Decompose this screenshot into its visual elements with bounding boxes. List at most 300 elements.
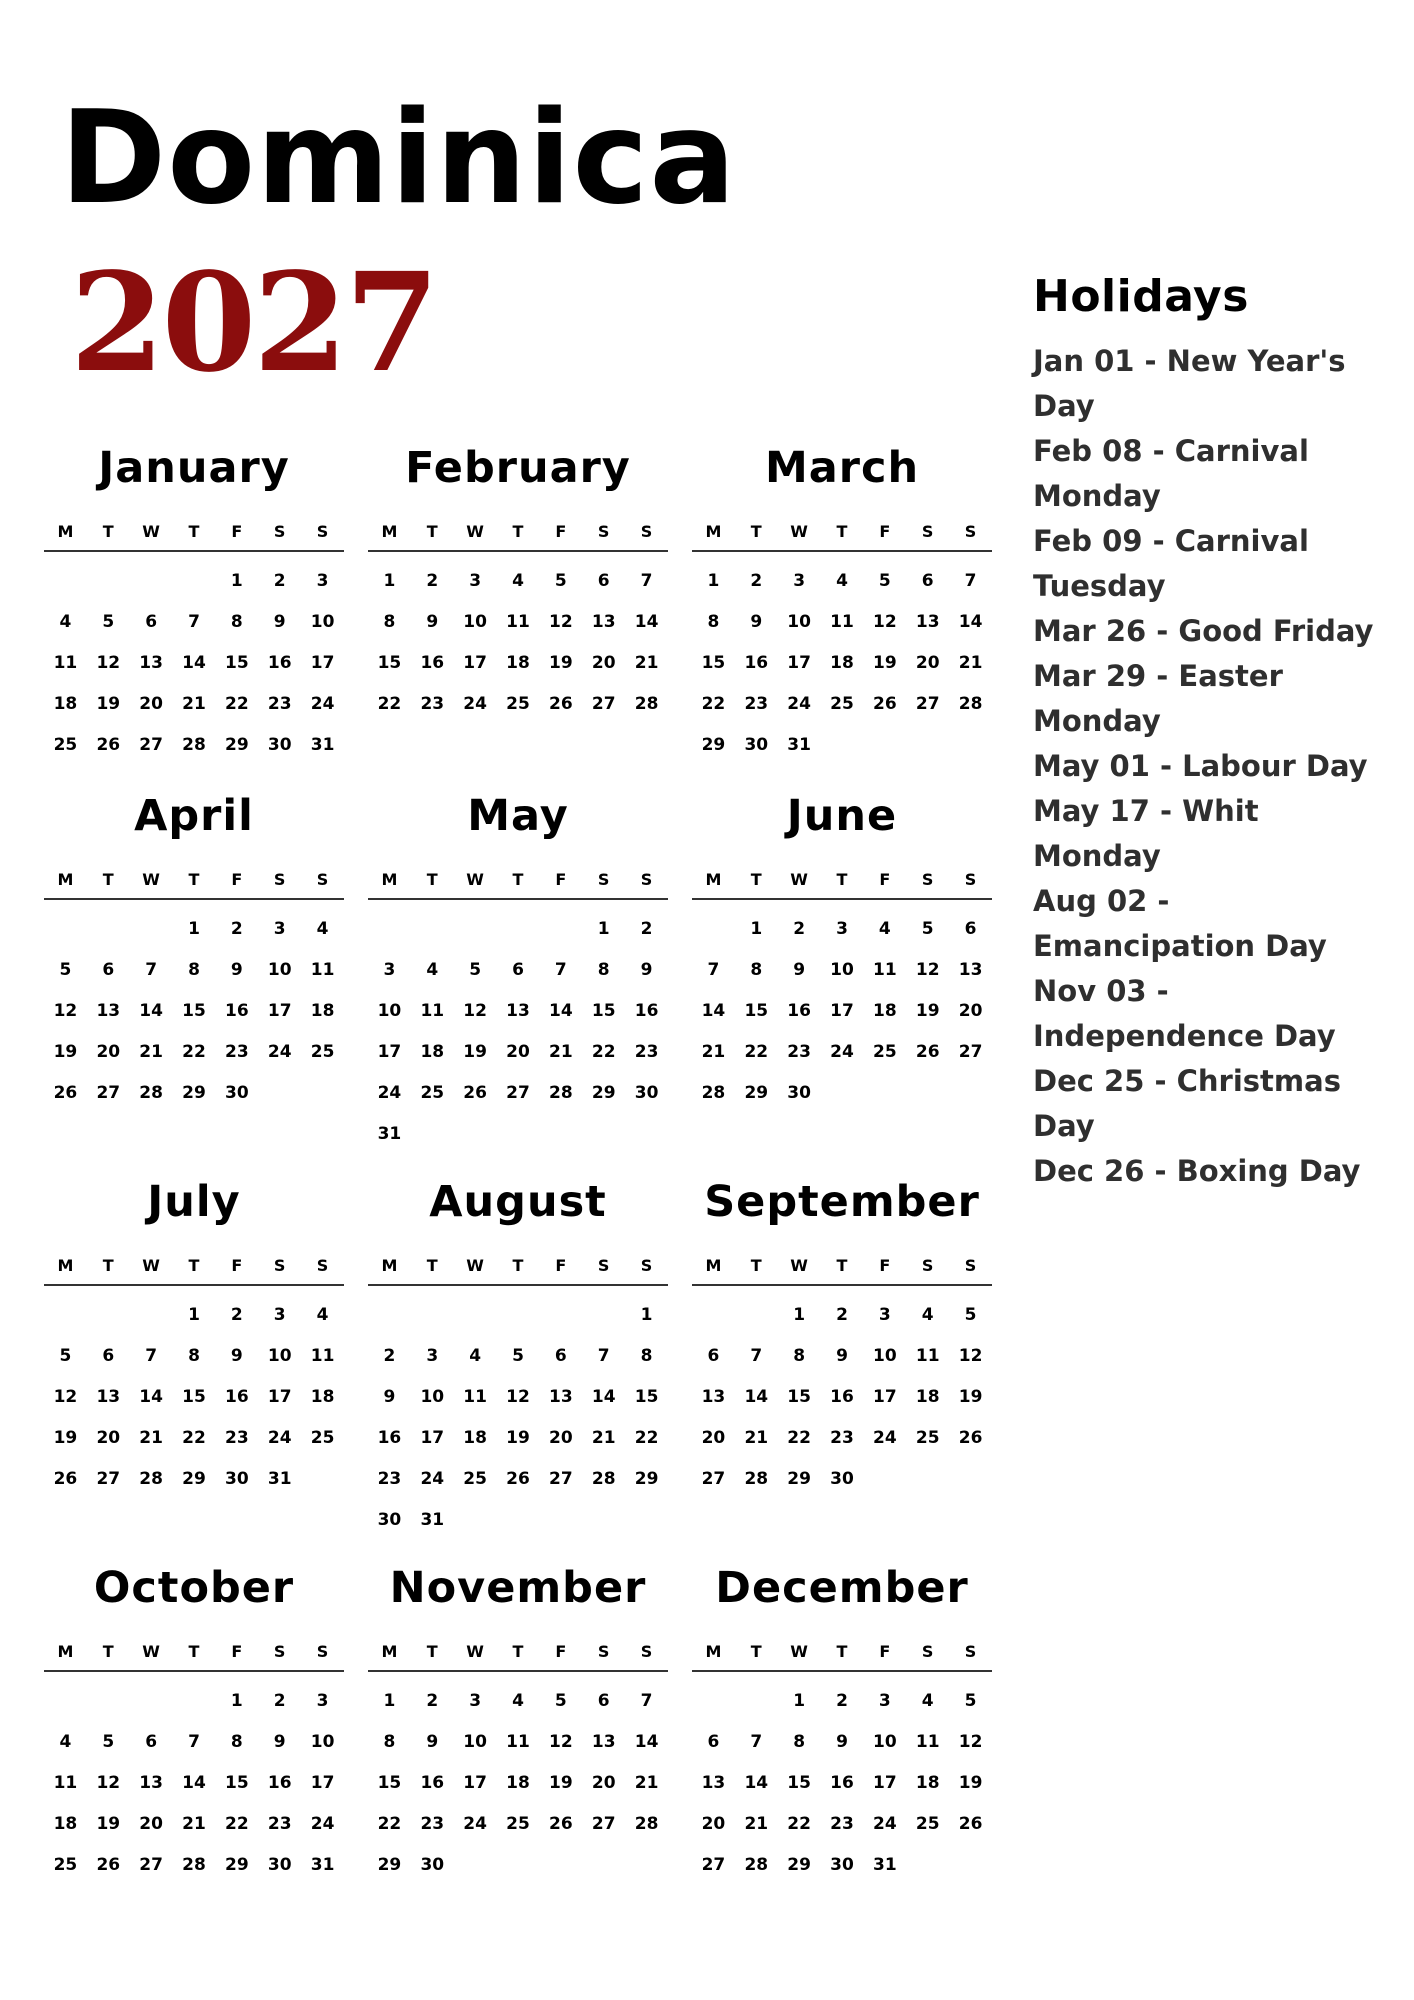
weekday-label: F — [879, 522, 891, 541]
days-grid — [368, 1286, 668, 1540]
day-cell: 12 — [958, 1731, 983, 1752]
day-cell: 2 — [836, 1304, 848, 1325]
weekday-label: W — [142, 1256, 160, 1275]
day-cell: 19 — [549, 652, 573, 673]
empty-day-cell — [497, 908, 540, 949]
day-cell: 28 — [182, 734, 206, 755]
weekday-header — [368, 520, 668, 552]
month-calendar — [692, 1172, 992, 1499]
day-cell: 23 — [634, 1041, 659, 1062]
day-cell: 24 — [463, 1813, 487, 1834]
day-cell: 29 — [744, 1082, 769, 1103]
weekday-label: S — [964, 1642, 977, 1661]
day-cell: 4 — [836, 570, 848, 591]
day-cell: 5 — [469, 959, 482, 980]
day-cell: 16 — [267, 1772, 292, 1793]
day-cell: 19 — [96, 1813, 121, 1834]
empty-day-cell — [87, 560, 130, 601]
day-cell: 6 — [597, 570, 610, 591]
weekday-label: T — [512, 1642, 524, 1661]
day-cell: 3 — [383, 959, 396, 980]
weekday-label: S — [316, 870, 329, 889]
day-cell: 30 — [787, 1082, 811, 1103]
holiday-item: Jan 01 - New Year's Day — [1033, 344, 1346, 423]
day-cell: 7 — [964, 570, 977, 591]
day-cell: 21 — [634, 1772, 659, 1793]
weekday-label: T — [750, 1642, 762, 1661]
days-grid — [44, 1286, 344, 1499]
day-cell: 15 — [787, 1772, 811, 1793]
day-cell: 6 — [145, 611, 158, 632]
day-cell: 21 — [744, 1427, 769, 1448]
day-cell: 3 — [878, 1304, 891, 1325]
day-cell: 28 — [958, 693, 983, 714]
day-cell: 13 — [139, 1772, 163, 1793]
weekday-label: T — [188, 522, 200, 541]
day-cell: 15 — [377, 1772, 402, 1793]
day-cell: 29 — [182, 1468, 206, 1489]
day-cell: 18 — [506, 652, 530, 673]
day-cell: 27 — [701, 1468, 726, 1489]
day-cell: 15 — [591, 1000, 616, 1021]
weekday-label: M — [57, 1642, 74, 1661]
day-cell: 28 — [139, 1468, 163, 1489]
days-grid — [44, 1672, 344, 1885]
day-cell: 27 — [701, 1854, 726, 1875]
day-cell: 2 — [426, 1690, 439, 1711]
day-cell: 11 — [873, 959, 897, 980]
day-cell: 24 — [873, 1427, 897, 1448]
day-cell: 29 — [634, 1468, 659, 1489]
month-name: September — [704, 1177, 980, 1227]
days-grid — [692, 1672, 992, 1885]
holiday-item: Dec 26 - Boxing Day — [1033, 1154, 1361, 1188]
empty-day-cell — [692, 1294, 735, 1335]
day-cell: 4 — [512, 1690, 524, 1711]
day-cell: 21 — [139, 1041, 163, 1062]
day-cell: 27 — [139, 734, 163, 755]
day-cell: 25 — [915, 1813, 940, 1834]
day-cell: 2 — [273, 570, 286, 591]
day-cell: 9 — [273, 611, 286, 632]
day-cell: 19 — [96, 693, 121, 714]
day-cell: 11 — [310, 1345, 335, 1366]
day-cell: 18 — [915, 1386, 940, 1407]
day-cell: 10 — [463, 1731, 487, 1752]
day-cell: 24 — [310, 1813, 335, 1834]
day-cell: 23 — [787, 1041, 811, 1062]
day-cell: 25 — [310, 1427, 335, 1448]
day-cell: 4 — [59, 1731, 72, 1752]
empty-day-cell — [735, 1680, 778, 1721]
day-cell: 7 — [597, 1345, 610, 1366]
day-cell: 31 — [787, 734, 811, 755]
day-cell: 16 — [267, 652, 292, 673]
day-cell: 11 — [463, 1386, 487, 1407]
weekday-label: S — [921, 1256, 934, 1275]
day-cell: 6 — [964, 918, 977, 939]
day-cell: 13 — [549, 1386, 573, 1407]
day-cell: 13 — [96, 1386, 121, 1407]
day-cell: 7 — [640, 570, 653, 591]
day-cell: 14 — [634, 1731, 659, 1752]
day-cell: 7 — [640, 1690, 653, 1711]
day-cell: 4 — [512, 570, 524, 591]
weekday-label: W — [466, 1256, 484, 1275]
weekday-label: S — [273, 1256, 286, 1275]
month-calendar — [692, 1558, 992, 1885]
day-cell: 6 — [921, 570, 934, 591]
day-cell: 11 — [830, 611, 854, 632]
day-cell: 30 — [225, 1082, 249, 1103]
weekday-label: W — [790, 522, 808, 541]
weekday-label: T — [836, 1256, 848, 1275]
holidays-panel — [1033, 271, 1393, 1194]
day-cell: 7 — [707, 959, 720, 980]
day-cell: 27 — [549, 1468, 573, 1489]
day-cell: 24 — [787, 693, 811, 714]
day-cell: 5 — [921, 918, 934, 939]
days-grid — [44, 900, 344, 1113]
day-cell: 9 — [750, 611, 763, 632]
day-cell: 9 — [836, 1731, 848, 1752]
day-cell: 22 — [377, 1813, 402, 1834]
weekday-label: T — [836, 1642, 848, 1661]
day-cell: 24 — [377, 1082, 402, 1103]
day-cell: 30 — [744, 734, 769, 755]
empty-day-cell — [692, 1680, 735, 1721]
day-cell: 13 — [958, 959, 983, 980]
day-cell: 4 — [469, 1345, 482, 1366]
day-cell: 12 — [915, 959, 940, 980]
day-cell: 17 — [463, 1772, 487, 1793]
day-cell: 12 — [96, 652, 121, 673]
day-cell: 6 — [597, 1690, 610, 1711]
month-name: July — [147, 1177, 241, 1227]
day-cell: 27 — [958, 1041, 983, 1062]
weekday-label: M — [57, 522, 74, 541]
day-cell: 19 — [958, 1772, 983, 1793]
month-calendar — [44, 1172, 344, 1499]
day-cell: 2 — [426, 570, 439, 591]
day-cell: 29 — [377, 1854, 402, 1875]
day-cell: 31 — [310, 734, 335, 755]
day-cell: 16 — [634, 1000, 659, 1021]
day-cell: 25 — [915, 1427, 940, 1448]
day-cell: 31 — [420, 1509, 445, 1530]
day-cell: 31 — [310, 1854, 335, 1875]
day-cell: 26 — [873, 693, 897, 714]
day-cell: 28 — [182, 1854, 206, 1875]
day-cell: 5 — [964, 1690, 977, 1711]
day-cell: 3 — [273, 918, 286, 939]
month-calendar — [368, 1558, 668, 1885]
day-cell: 12 — [549, 1731, 573, 1752]
day-cell: 5 — [554, 570, 567, 591]
day-cell: 14 — [634, 611, 659, 632]
day-cell: 7 — [750, 1731, 763, 1752]
day-cell: 8 — [383, 611, 396, 632]
weekday-label: M — [705, 522, 722, 541]
day-cell: 27 — [591, 1813, 616, 1834]
day-cell: 1 — [188, 1304, 200, 1325]
day-cell: 11 — [506, 1731, 530, 1752]
day-cell: 23 — [225, 1427, 249, 1448]
day-cell: 15 — [225, 1772, 249, 1793]
holiday-item: Aug 02 - Emancipation Day — [1033, 884, 1327, 963]
day-cell: 22 — [182, 1427, 206, 1448]
day-cell: 1 — [707, 570, 720, 591]
empty-day-cell — [497, 1294, 540, 1335]
day-cell: 29 — [701, 734, 726, 755]
day-cell: 21 — [139, 1427, 163, 1448]
weekday-label: M — [705, 870, 722, 889]
day-cell: 20 — [139, 1813, 163, 1834]
day-cell: 27 — [96, 1468, 121, 1489]
month-calendar — [368, 1172, 668, 1540]
weekday-header — [44, 1640, 344, 1672]
weekday-label: S — [273, 1642, 286, 1661]
day-cell: 6 — [102, 1345, 115, 1366]
day-cell: 15 — [634, 1386, 659, 1407]
day-cell: 3 — [878, 1690, 891, 1711]
empty-day-cell — [692, 908, 735, 949]
empty-day-cell — [87, 908, 130, 949]
day-cell: 2 — [273, 1690, 286, 1711]
day-cell: 19 — [463, 1041, 487, 1062]
day-cell: 12 — [873, 611, 897, 632]
day-cell: 3 — [793, 570, 806, 591]
day-cell: 9 — [383, 1386, 396, 1407]
day-cell: 28 — [139, 1082, 163, 1103]
empty-day-cell — [539, 908, 582, 949]
day-cell: 20 — [506, 1041, 530, 1062]
weekday-label: T — [512, 1256, 524, 1275]
empty-day-cell — [87, 1294, 130, 1335]
day-cell: 9 — [230, 1345, 243, 1366]
empty-day-cell — [130, 1294, 173, 1335]
day-cell: 24 — [310, 693, 335, 714]
day-cell: 10 — [787, 611, 811, 632]
weekday-label: S — [316, 1642, 329, 1661]
day-cell: 22 — [377, 693, 402, 714]
holidays-title: Holidays — [1033, 271, 1249, 322]
day-cell: 26 — [506, 1468, 530, 1489]
day-cell: 28 — [591, 1468, 616, 1489]
day-cell: 10 — [377, 1000, 402, 1021]
weekday-header — [368, 868, 668, 900]
day-cell: 21 — [744, 1813, 769, 1834]
day-cell: 4 — [316, 1304, 329, 1325]
day-cell: 3 — [469, 570, 482, 591]
day-cell: 18 — [420, 1041, 445, 1062]
day-cell: 22 — [225, 693, 249, 714]
weekday-label: S — [640, 870, 653, 889]
weekday-label: T — [836, 522, 848, 541]
day-cell: 17 — [873, 1386, 897, 1407]
day-cell: 29 — [225, 734, 249, 755]
day-cell: 26 — [53, 1468, 78, 1489]
weekday-header — [44, 520, 344, 552]
day-cell: 15 — [701, 652, 726, 673]
day-cell: 3 — [273, 1304, 286, 1325]
day-cell: 15 — [225, 652, 249, 673]
weekday-label: T — [836, 870, 848, 889]
day-cell: 25 — [53, 1854, 78, 1875]
day-cell: 1 — [793, 1690, 806, 1711]
day-cell: 2 — [836, 1690, 848, 1711]
day-cell: 17 — [463, 652, 487, 673]
weekday-label: F — [879, 870, 891, 889]
day-cell: 4 — [878, 918, 891, 939]
weekday-label: T — [512, 870, 524, 889]
day-cell: 14 — [139, 1000, 163, 1021]
weekday-label: T — [750, 870, 762, 889]
day-cell: 1 — [640, 1304, 653, 1325]
day-cell: 20 — [701, 1427, 726, 1448]
weekday-label: T — [426, 870, 438, 889]
day-cell: 14 — [182, 652, 206, 673]
day-cell: 20 — [701, 1813, 726, 1834]
day-cell: 11 — [310, 959, 335, 980]
weekday-label: F — [555, 1642, 567, 1661]
day-cell: 14 — [744, 1772, 769, 1793]
day-cell: 19 — [53, 1041, 78, 1062]
day-cell: 27 — [506, 1082, 530, 1103]
day-cell: 14 — [958, 611, 983, 632]
day-cell: 17 — [310, 1772, 335, 1793]
day-cell: 19 — [958, 1386, 983, 1407]
day-cell: 28 — [634, 1813, 659, 1834]
day-cell: 5 — [554, 1690, 567, 1711]
day-cell: 17 — [830, 1000, 854, 1021]
weekday-label: W — [466, 870, 484, 889]
weekday-label: S — [273, 522, 286, 541]
day-cell: 20 — [549, 1427, 573, 1448]
day-cell: 30 — [267, 734, 292, 755]
day-cell: 13 — [96, 1000, 121, 1021]
day-cell: 18 — [53, 1813, 78, 1834]
day-cell: 7 — [188, 1731, 200, 1752]
day-cell: 23 — [830, 1813, 854, 1834]
weekday-label: T — [426, 1642, 438, 1661]
day-cell: 11 — [506, 611, 530, 632]
day-cell: 6 — [145, 1731, 158, 1752]
day-cell: 14 — [139, 1386, 163, 1407]
day-cell: 24 — [463, 693, 487, 714]
weekday-label: T — [426, 522, 438, 541]
weekday-label: W — [466, 522, 484, 541]
empty-day-cell — [411, 1294, 454, 1335]
day-cell: 7 — [554, 959, 567, 980]
day-cell: 24 — [267, 1427, 292, 1448]
empty-day-cell — [130, 1680, 173, 1721]
weekday-label: T — [188, 1256, 200, 1275]
weekday-label: T — [102, 522, 114, 541]
weekday-label: S — [597, 522, 610, 541]
day-cell: 7 — [188, 611, 200, 632]
day-cell: 29 — [787, 1854, 811, 1875]
weekday-label: T — [188, 870, 200, 889]
day-cell: 8 — [188, 959, 200, 980]
day-cell: 30 — [267, 1854, 292, 1875]
weekday-label: F — [555, 870, 567, 889]
day-cell: 30 — [830, 1854, 854, 1875]
day-cell: 9 — [230, 959, 243, 980]
day-cell: 8 — [793, 1731, 806, 1752]
day-cell: 12 — [549, 611, 573, 632]
day-cell: 8 — [750, 959, 763, 980]
day-cell: 15 — [182, 1386, 206, 1407]
day-cell: 8 — [230, 611, 243, 632]
day-cell: 26 — [958, 1813, 983, 1834]
day-cell: 16 — [744, 652, 769, 673]
day-cell: 25 — [830, 693, 854, 714]
weekday-label: S — [316, 522, 329, 541]
day-cell: 17 — [873, 1772, 897, 1793]
weekday-label: T — [102, 1642, 114, 1661]
weekday-label: W — [790, 870, 808, 889]
day-cell: 8 — [383, 1731, 396, 1752]
day-cell: 8 — [597, 959, 610, 980]
day-cell: 19 — [873, 652, 897, 673]
day-cell: 24 — [267, 1041, 292, 1062]
month-name: May — [467, 791, 569, 841]
empty-day-cell — [454, 908, 497, 949]
day-cell: 17 — [787, 652, 811, 673]
day-cell: 22 — [225, 1813, 249, 1834]
weekday-label: S — [964, 522, 977, 541]
day-cell: 31 — [873, 1854, 897, 1875]
day-cell: 23 — [225, 1041, 249, 1062]
weekday-label: M — [705, 1256, 722, 1275]
day-cell: 18 — [830, 652, 854, 673]
weekday-label: M — [381, 1642, 398, 1661]
weekday-label: M — [381, 1256, 398, 1275]
day-cell: 1 — [230, 1690, 243, 1711]
day-cell: 16 — [420, 652, 445, 673]
empty-day-cell — [411, 908, 454, 949]
day-cell: 17 — [420, 1427, 445, 1448]
weekday-header — [368, 1254, 668, 1286]
weekday-label: S — [640, 1642, 653, 1661]
day-cell: 20 — [591, 652, 616, 673]
day-cell: 26 — [549, 693, 573, 714]
day-cell: 20 — [139, 693, 163, 714]
day-cell: 30 — [377, 1509, 402, 1530]
day-cell: 8 — [793, 1345, 806, 1366]
weekday-label: S — [597, 1642, 610, 1661]
day-cell: 2 — [230, 918, 243, 939]
day-cell: 5 — [964, 1304, 977, 1325]
day-cell: 23 — [420, 693, 445, 714]
month-name: February — [405, 443, 631, 493]
day-cell: 6 — [707, 1731, 720, 1752]
weekday-label: F — [555, 522, 567, 541]
day-cell: 14 — [182, 1772, 206, 1793]
weekday-label: W — [466, 1642, 484, 1661]
weekday-label: M — [57, 870, 74, 889]
month-name: April — [134, 791, 254, 841]
month-name: June — [786, 791, 898, 841]
weekday-label: F — [231, 1256, 243, 1275]
day-cell: 28 — [744, 1854, 769, 1875]
holiday-list — [1033, 339, 1393, 1194]
day-cell: 22 — [182, 1041, 206, 1062]
days-grid — [368, 1672, 668, 1885]
holiday-item: May 17 - Whit Monday — [1033, 794, 1259, 873]
day-cell: 26 — [96, 734, 121, 755]
